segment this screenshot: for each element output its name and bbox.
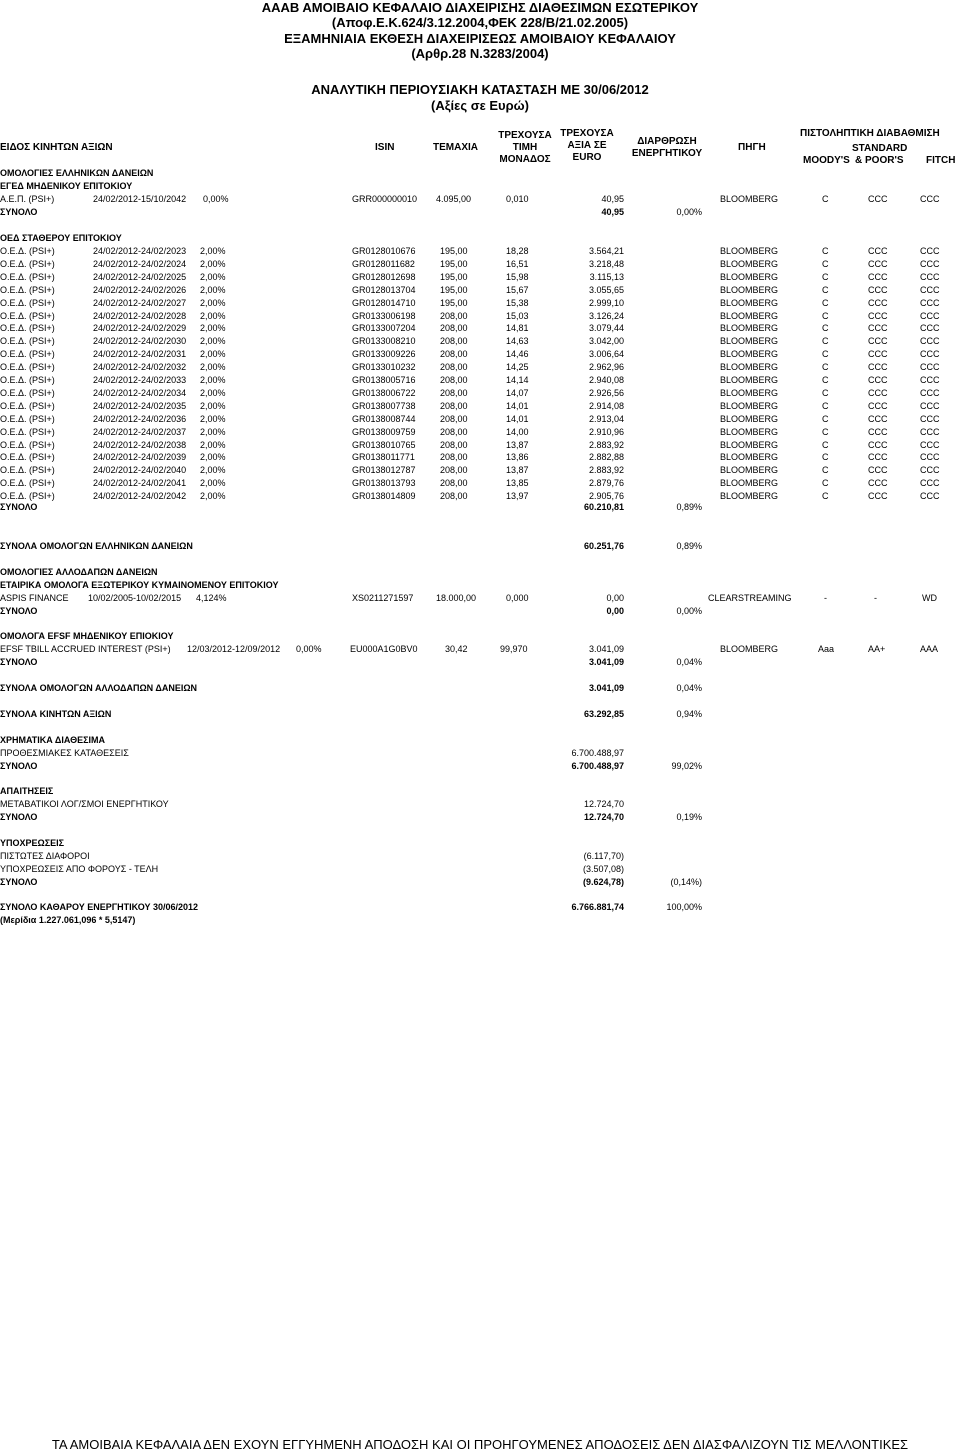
cell-f: CCC	[920, 465, 940, 476]
cell-period: 24/02/2012-24/02/2032	[93, 362, 187, 373]
foreign-bonds-total-row: ΣΥΝΟΛΑ ΟΜΟΛΟΓΩΝ ΑΛΛΟΔΑΠΩΝ ΔΑΝΕΙΩΝ 3.041,09 0,04%	[0, 683, 702, 693]
cell-isin: GR0133006198	[352, 310, 416, 321]
cell-m: C	[822, 362, 829, 373]
cell-m: C	[822, 246, 829, 256]
cell-coupon: 2,00%	[200, 258, 226, 269]
table-row	[0, 323, 960, 336]
cell-price: 13,87	[506, 465, 529, 476]
cell-source: BLOOMBERG	[720, 387, 779, 398]
subtotal-row: ΣΥΝΟΛΟ 3.041,09 0,04%	[0, 657, 702, 667]
cell-qty: 208,00	[440, 336, 468, 347]
cell-value: 2.910,96	[588, 426, 624, 437]
cell-m: C	[822, 271, 829, 282]
cell-period: 24/02/2012-24/02/2041	[93, 478, 187, 489]
cell-name: Ο.Ε.Δ. (PSI+)	[0, 491, 55, 502]
cell-s: CCC	[868, 465, 888, 476]
cell-value: 3.126,24	[588, 310, 624, 321]
header-qty: ΤΕΜΑΧΙΑ	[433, 142, 478, 153]
cell-name: Ο.Ε.Δ. (PSI+)	[0, 413, 55, 424]
cell-f: CCC	[920, 246, 940, 256]
cell-qty: 208,00	[440, 310, 468, 321]
cell-source: BLOOMBERG	[720, 297, 779, 308]
cell-isin: GR0138013793	[352, 478, 416, 489]
cell-isin: GR0128010676	[352, 246, 416, 256]
cell-price: 14,25	[506, 362, 529, 373]
cell-f: CCC	[920, 310, 940, 321]
cell-s: CCC	[868, 258, 888, 269]
cell-m: C	[822, 426, 829, 437]
cell-name: Ο.Ε.Δ. (PSI+)	[0, 323, 55, 334]
cell-isin: GR0128012698	[352, 271, 416, 282]
cell-period: 24/02/2012-24/02/2040	[93, 465, 187, 476]
table-row	[0, 375, 960, 388]
cell-f: CCC	[920, 426, 940, 437]
table-row: Α.Ε.Π. (PSI+) 24/02/2012-15/10/2042 0,00% GRR000000010 4.095,00 0,010 40,95 BLOOMBERG C CCC CCC	[0, 194, 940, 204]
header-standard: STANDARD	[852, 143, 908, 154]
cell-f: CCC	[920, 336, 940, 347]
cell-isin: GR0133010232	[352, 362, 416, 373]
section-egd: ΕΓΕΔ ΜΗΔΕΝΙΚΟΥ ΕΠΙΤΟΚΙΟΥ	[0, 181, 133, 191]
cell-qty: 195,00	[440, 271, 468, 282]
header-value: ΤΡΕΧΟΥΣΑ ΑΞΙΑ ΣΕ EURO	[560, 128, 614, 163]
cell-f: CCC	[920, 478, 940, 489]
cell-m: C	[822, 491, 829, 502]
cell-coupon: 2,00%	[200, 452, 226, 463]
cell-source: BLOOMBERG	[720, 258, 779, 269]
tax-row: ΥΠΟΧΡΕΩΣΕΙΣ ΑΠΟ ΦΟΡΟΥΣ - ΤΕΛΗ (3.507,08)	[0, 864, 624, 874]
cell-qty: 208,00	[440, 452, 468, 463]
cell-price: 15,38	[506, 297, 529, 308]
cell-price: 15,03	[506, 310, 529, 321]
table-row	[0, 388, 960, 401]
cell-price: 14,07	[506, 387, 529, 398]
cell-value: 2.883,92	[588, 439, 624, 450]
cell-m: C	[822, 310, 829, 321]
cell-value: 2.883,92	[588, 465, 624, 476]
cell-s: CCC	[868, 336, 888, 347]
cell-qty: 208,00	[440, 439, 468, 450]
cell-s: CCC	[868, 362, 888, 373]
cell-name: Ο.Ε.Δ. (PSI+)	[0, 439, 55, 450]
cell-price: 15,98	[506, 271, 529, 282]
report-title-1: ΑΑΑΒ ΑΜΟΙΒΑΙΟ ΚΕΦΑΛΑΙΟ ΔΙΑΧΕΙΡΙΣΗΣ ΔΙΑΘΕΣΙΜΩΝ ΕΣΩΤΕΡΙΚΟΥ	[261, 0, 699, 15]
cell-source: BLOOMBERG	[720, 478, 779, 489]
cell-name: Ο.Ε.Δ. (PSI+)	[0, 452, 55, 463]
cell-isin: GR0138012787	[352, 465, 416, 476]
cell-source: BLOOMBERG	[720, 439, 779, 450]
cell-source: BLOOMBERG	[720, 413, 779, 424]
cell-isin: GR0138007738	[352, 400, 416, 411]
cell-m: C	[822, 387, 829, 398]
cell-coupon: 2,00%	[200, 375, 226, 385]
section-receivables: ΑΠΑΙΤΗΣΕΙΣ	[0, 786, 54, 796]
cell-isin: GR0138006722	[352, 387, 416, 398]
cell-m: C	[822, 258, 829, 269]
cell-coupon: 2,00%	[200, 478, 226, 489]
cell-name: Ο.Ε.Δ. (PSI+)	[0, 387, 55, 398]
cell-qty: 195,00	[440, 246, 468, 256]
cell-source: BLOOMBERG	[720, 336, 779, 347]
cell-f: CCC	[920, 297, 940, 308]
cell-coupon: 2,00%	[200, 349, 226, 360]
header-kind: ΕΙΔΟΣ ΚΙΝΗΤΩΝ ΑΞΙΩΝ	[0, 142, 113, 153]
cell-isin: GR0133007204	[352, 323, 416, 334]
cell-name: Ο.Ε.Δ. (PSI+)	[0, 465, 55, 476]
cell-name: Ο.Ε.Δ. (PSI+)	[0, 478, 55, 489]
cell-price: 14,00	[506, 426, 529, 437]
cell-value: 2.999,10	[588, 297, 624, 308]
section-foreign-bonds: ΟΜΟΛΟΓΙΕΣ ΑΛΛΟΔΑΠΩΝ ΔΑΝΕΙΩΝ	[0, 567, 158, 577]
cell-s: CCC	[868, 413, 888, 424]
cell-source: BLOOMBERG	[720, 310, 779, 321]
cell-period: 24/02/2012-24/02/2042	[93, 491, 187, 502]
cell-name: Ο.Ε.Δ. (PSI+)	[0, 400, 55, 411]
cell-price: 15,67	[506, 284, 529, 295]
cell-f: CCC	[920, 349, 940, 360]
cell-isin: GR0128013704	[352, 284, 416, 295]
cell-value: 2.879,76	[588, 478, 624, 489]
cell-s: CCC	[868, 375, 888, 385]
cell-coupon: 2,00%	[200, 284, 226, 295]
cell-qty: 208,00	[440, 465, 468, 476]
securities-total-row: ΣΥΝΟΛΑ ΚΙΝΗΤΩΝ ΑΞΙΩΝ 63.292,85 0,94%	[0, 709, 702, 719]
cell-period: 24/02/2012-24/02/2031	[93, 349, 187, 360]
table-row	[0, 272, 960, 285]
cell-value: 3.218,48	[588, 258, 624, 269]
section-cash: ΧΡΗΜΑΤΙΚΑ ΔΙΑΘΕΣΙΜΑ	[0, 735, 106, 745]
table-row	[0, 311, 960, 324]
cell-price: 14,81	[506, 323, 529, 334]
section-oed: ΟΕΔ ΣΤΑΘΕΡΟΥ ΕΠΙΤΟΚΙΟΥ	[0, 233, 122, 243]
cell-f: CCC	[920, 323, 940, 334]
cell-source: BLOOMBERG	[720, 400, 779, 411]
cell-qty: 208,00	[440, 362, 468, 373]
table-row	[0, 440, 960, 453]
table-row	[0, 246, 960, 259]
cell-isin: GR0138014809	[352, 491, 416, 502]
cell-isin: GR0128014710	[352, 297, 416, 308]
cell-coupon: 2,00%	[200, 465, 226, 476]
cell-period: 24/02/2012-24/02/2035	[93, 400, 187, 411]
cell-s: CCC	[868, 478, 888, 489]
deposits-row: ΠΡΟΘΕΣΜΙΑΚΕΣ ΚΑΤΑΘΕΣΕΙΣ 6.700.488,97	[0, 748, 624, 758]
section-liabilities: ΥΠΟΧΡΕΩΣΕΙΣ	[0, 838, 65, 848]
table-row	[0, 452, 960, 465]
cell-price: 13,85	[506, 478, 529, 489]
cell-s: CCC	[868, 439, 888, 450]
cell-value: 3.079,44	[588, 323, 624, 334]
table-row: ASPIS FINANCE 10/02/2005-10/02/2015 4,124% XS0211271597 18.000,00 0,000 0,00 CLEARSTREAMING - - WD	[0, 593, 937, 603]
cell-period: 24/02/2012-24/02/2034	[93, 387, 187, 398]
cell-period: 24/02/2012-24/02/2033	[93, 375, 187, 385]
cell-source: BLOOMBERG	[720, 491, 779, 502]
table-row	[0, 427, 960, 440]
cell-f: CCC	[920, 271, 940, 282]
cell-name: Ο.Ε.Δ. (PSI+)	[0, 426, 55, 437]
units-note: (Μερίδια 1.227.061,096 * 5,5147)	[0, 915, 136, 925]
cell-period: 24/02/2012-24/02/2024	[93, 258, 187, 269]
cell-price: 18,28	[506, 246, 529, 256]
cell-f: CCC	[920, 491, 940, 502]
cell-name: Ο.Ε.Δ. (PSI+)	[0, 336, 55, 347]
cell-period: 24/02/2012-24/02/2038	[93, 439, 187, 450]
cell-isin: GR0138009759	[352, 426, 416, 437]
cell-price: 13,97	[506, 491, 529, 502]
cell-isin: GR0138008744	[352, 413, 416, 424]
header-price: ΤΡΕΧΟΥΣΑ ΤΙΜΗ ΜΟΝΑΔΟΣ	[498, 130, 552, 165]
cell-source: BLOOMBERG	[720, 323, 779, 334]
greek-bonds-total-row: ΣΥΝΟΛΑ ΟΜΟΛΟΓΩΝ ΕΛΛΗΝΙΚΩΝ ΔΑΝΕΙΩΝ 60.251,76 0,89%	[0, 541, 702, 551]
header-sp: & POOR'S	[855, 155, 904, 166]
table-row	[0, 401, 960, 414]
cell-source: BLOOMBERG	[720, 284, 779, 295]
table-row	[0, 362, 960, 375]
cell-name: Ο.Ε.Δ. (PSI+)	[0, 310, 55, 321]
cell-qty: 195,00	[440, 297, 468, 308]
cell-name: Ο.Ε.Δ. (PSI+)	[0, 258, 55, 269]
table-row	[0, 298, 960, 311]
cell-value: 3.006,64	[588, 349, 624, 360]
cell-s: CCC	[868, 426, 888, 437]
table-row	[0, 414, 960, 427]
cell-source: BLOOMBERG	[720, 375, 779, 385]
cell-f: CCC	[920, 362, 940, 373]
cell-name: Ο.Ε.Δ. (PSI+)	[0, 362, 55, 373]
header-moodys: MOODY'S	[803, 155, 850, 166]
cell-coupon: 2,00%	[200, 413, 226, 424]
cell-coupon: 2,00%	[200, 387, 226, 398]
nav-row: ΣΥΝΟΛΟ ΚΑΘΑΡΟΥ ΕΝΕΡΓΗΤΙΚΟΥ 30/06/2012 6.766.881,74 100,00%	[0, 902, 702, 912]
cell-isin: GR0138010765	[352, 439, 416, 450]
cell-coupon: 2,00%	[200, 271, 226, 282]
table-row	[0, 336, 960, 349]
cell-qty: 208,00	[440, 375, 468, 385]
cell-s: CCC	[868, 452, 888, 463]
header-rating: ΠΙΣΤΟΛΗΠΤΙΚΗ ΔΙΑΒΑΘΜΙΣΗ	[800, 128, 940, 139]
cell-qty: 208,00	[440, 400, 468, 411]
footer-disclaimer: ΤΑ ΑΜΟΙΒΑΙΑ ΚΕΦΑΛΑΙΑ ΔΕΝ ΕΧΟΥΝ ΕΓΓΥΗΜΕΝΗ ΑΠΟΔΟΣΗ ΚΑΙ ΟΙ ΠΡΟΗΓΟΥΜΕΝΕΣ ΑΠΟΔΟΣΕΙΣ ΔΕΝ ΔΙΑΣΦΑΛΙΖΟΥΝ ΤΙΣ ΜΕΛΛΟΝΤΙΚΕΣ	[51, 1437, 909, 1452]
header-allocation: ΔΙΑΡΘΡΩΣΗ ΕΝΕΡΓΗΤΙΚΟΥ	[631, 136, 703, 159]
cell-coupon: 2,00%	[200, 491, 226, 502]
cell-coupon: 2,00%	[200, 439, 226, 450]
cell-value: 3.564,21	[588, 246, 624, 256]
cell-qty: 195,00	[440, 258, 468, 269]
cell-m: C	[822, 297, 829, 308]
subtotal-row: ΣΥΝΟΛΟ 0,00 0,00%	[0, 606, 702, 616]
cell-period: 24/02/2012-24/02/2026	[93, 284, 187, 295]
cell-s: CCC	[868, 323, 888, 334]
cell-qty: 208,00	[440, 478, 468, 489]
cell-s: CCC	[868, 284, 888, 295]
cell-period: 24/02/2012-24/02/2027	[93, 297, 187, 308]
cell-source: BLOOMBERG	[720, 362, 779, 373]
cell-period: 24/02/2012-24/02/2039	[93, 452, 187, 463]
cell-isin: GR0138011771	[352, 452, 415, 463]
cell-isin: GR0138005716	[352, 375, 416, 385]
cell-m: C	[822, 400, 829, 411]
subtotal-row: ΣΥΝΟΛΟ (9.624,78) (0,14%)	[0, 877, 702, 887]
cell-m: C	[822, 465, 829, 476]
cell-qty: 208,00	[440, 387, 468, 398]
cell-qty: 208,00	[440, 426, 468, 437]
subtotal-row: ΣΥΝΟΛΟ 12.724,70 0,19%	[0, 812, 702, 822]
cell-f: CCC	[920, 439, 940, 450]
cell-price: 13,87	[506, 439, 529, 450]
transitory-row: ΜΕΤΑΒΑΤΙΚΟΙ ΛΟΓ/ΣΜΟΙ ΕΝΕΡΓΗΤΙΚΟΥ 12.724,70	[0, 799, 624, 809]
cell-qty: 208,00	[440, 349, 468, 360]
cell-value: 2.940,08	[588, 375, 624, 385]
table-row	[0, 465, 960, 478]
cell-price: 14,14	[506, 375, 529, 385]
cell-coupon: 2,00%	[200, 400, 226, 411]
cell-f: CCC	[920, 400, 940, 411]
cell-value: 2.913,04	[588, 413, 624, 424]
cell-s: CCC	[868, 387, 888, 398]
cell-value: 2.962,96	[588, 362, 624, 373]
cell-source: BLOOMBERG	[720, 452, 779, 463]
report-title-2: (Αποφ.Ε.Κ.624/3.12.2004,ΦΕΚ 228/Β/21.02.2005)	[331, 15, 629, 30]
cell-value: 3.115,13	[589, 271, 624, 282]
cell-value: 2.905,76	[588, 491, 624, 502]
cell-coupon: 2,00%	[200, 323, 226, 334]
table-row: EFSF TBILL ACCRUED INTEREST (PSI+) 12/03/2012-12/09/2012 0,00% EU000A1G0BV0 30,42 99,970 3.041,09 BLOOMBERG Aaa AA+ AAA	[0, 644, 939, 654]
report-title-3: ΕΞΑΜΗΝΙΑΙΑ ΕΚΘΕΣΗ ΔΙΑΧΕΙΡΙΣΕΩΣ ΑΜΟΙΒΑΙΟΥ ΚΕΦΑΛΑΙΟΥ	[284, 31, 676, 46]
cell-coupon: 2,00%	[200, 426, 226, 437]
table-row	[0, 349, 960, 362]
cell-value: 2.926,56	[588, 387, 624, 398]
cell-period: 24/02/2012-24/02/2023	[93, 246, 187, 256]
cell-price: 14,01	[506, 413, 529, 424]
cell-value: 3.042,00	[588, 336, 624, 347]
cell-coupon: 2,00%	[200, 246, 226, 256]
cell-period: 24/02/2012-24/02/2030	[93, 336, 187, 347]
cell-m: C	[822, 349, 829, 360]
cell-s: CCC	[868, 400, 888, 411]
section-greek-bonds: ΟΜΟΛΟΓΙΕΣ ΕΛΛΗΝΙΚΩΝ ΔΑΝΕΙΩΝ	[0, 168, 154, 178]
cell-m: C	[822, 323, 829, 334]
cell-isin: GR0133008210	[352, 336, 416, 347]
cell-period: 24/02/2012-24/02/2028	[93, 310, 187, 321]
section-corporate: ΕΤΑΙΡΙΚΑ ΟΜΟΛΟΓΑ ΕΞΩΤΕΡΙΚΟΥ ΚΥΜΑΙΝΟΜΕΝΟΥ ΕΠΙΤΟΚΙΟΥ	[0, 580, 279, 590]
table-row	[0, 478, 960, 491]
cell-price: 14,46	[506, 349, 529, 360]
cell-isin: GR0128011682	[352, 258, 415, 269]
creditors-row: ΠΙΣΤΩΤΕΣ ΔΙΑΦΟΡΟΙ (6.117,70)	[0, 851, 624, 861]
subtotal-row: ΣΥΝΟΛΟ 40,95 0,00%	[0, 207, 702, 217]
cell-qty: 208,00	[440, 491, 468, 502]
cell-m: C	[822, 478, 829, 489]
cell-coupon: 2,00%	[200, 310, 226, 321]
cell-value: 2.914,08	[588, 400, 624, 411]
cell-m: C	[822, 284, 829, 295]
table-row	[0, 285, 960, 298]
section-efsf: ΟΜΟΛΟΓΑ EFSF ΜΗΔΕΝΙΚΟΥ ΕΠΙΟΚΙΟΥ	[0, 631, 174, 641]
cell-source: BLOOMBERG	[720, 246, 779, 256]
cell-period: 24/02/2012-24/02/2037	[93, 426, 187, 437]
cell-qty: 208,00	[440, 413, 468, 424]
cell-source: BLOOMBERG	[720, 465, 779, 476]
cell-m: C	[822, 439, 829, 450]
cell-s: CCC	[868, 349, 888, 360]
cell-f: CCC	[920, 413, 940, 424]
cell-price: 13,86	[506, 452, 529, 463]
cell-s: CCC	[868, 297, 888, 308]
report-currency-note: (Αξίες σε Ευρώ)	[431, 98, 529, 113]
cell-name: Ο.Ε.Δ. (PSI+)	[0, 246, 55, 256]
subtotal-row: ΣΥΝΟΛΟ 6.700.488,97 99,02%	[0, 761, 702, 771]
cell-f: CCC	[920, 258, 940, 269]
cell-s: CCC	[868, 310, 888, 321]
cell-coupon: 2,00%	[200, 297, 226, 308]
cell-coupon: 2,00%	[200, 336, 226, 347]
cell-qty: 195,00	[440, 284, 468, 295]
cell-source: BLOOMBERG	[720, 426, 779, 437]
cell-value: 3.055,65	[588, 284, 624, 295]
header-fitch: FITCH	[926, 155, 956, 166]
cell-f: CCC	[920, 387, 940, 398]
cell-f: CCC	[920, 452, 940, 463]
cell-s: CCC	[868, 246, 888, 256]
cell-price: 14,63	[506, 336, 529, 347]
table-row	[0, 259, 960, 272]
cell-price: 16,51	[506, 258, 529, 269]
cell-source: BLOOMBERG	[720, 349, 779, 360]
cell-name: Ο.Ε.Δ. (PSI+)	[0, 349, 55, 360]
cell-m: C	[822, 375, 829, 385]
cell-name: Ο.Ε.Δ. (PSI+)	[0, 297, 55, 308]
cell-value: 2.882,88	[588, 452, 624, 463]
cell-period: 24/02/2012-24/02/2036	[93, 413, 187, 424]
cell-name: Ο.Ε.Δ. (PSI+)	[0, 284, 55, 295]
header-source: ΠΗΓΗ	[738, 142, 766, 153]
cell-m: C	[822, 413, 829, 424]
cell-m: C	[822, 336, 829, 347]
cell-price: 14,01	[506, 400, 529, 411]
cell-isin: GR0133009226	[352, 349, 416, 360]
cell-qty: 208,00	[440, 323, 468, 334]
cell-period: 24/02/2012-24/02/2029	[93, 323, 187, 334]
cell-coupon: 2,00%	[200, 362, 226, 373]
subtotal-row: ΣΥΝΟΛΟ 60.210,81 0,89%	[0, 502, 702, 512]
cell-m: C	[822, 452, 829, 463]
cell-f: CCC	[920, 284, 940, 295]
report-title-4: (Αρθρ.28 Ν.3283/2004)	[411, 46, 549, 61]
cell-name: Ο.Ε.Δ. (PSI+)	[0, 271, 55, 282]
cell-period: 24/02/2012-24/02/2025	[93, 271, 187, 282]
cell-s: CCC	[868, 271, 888, 282]
cell-name: Ο.Ε.Δ. (PSI+)	[0, 375, 55, 385]
cell-f: CCC	[920, 375, 940, 385]
header-isin: ISIN	[375, 142, 395, 153]
cell-source: BLOOMBERG	[720, 271, 779, 282]
cell-s: CCC	[868, 491, 888, 502]
report-subtitle: ΑΝΑΛΥΤΙΚΗ ΠΕΡΙΟΥΣΙΑΚΗ ΚΑΤΑΣΤΑΣΗ ΜΕ 30/06/2012	[311, 82, 649, 97]
